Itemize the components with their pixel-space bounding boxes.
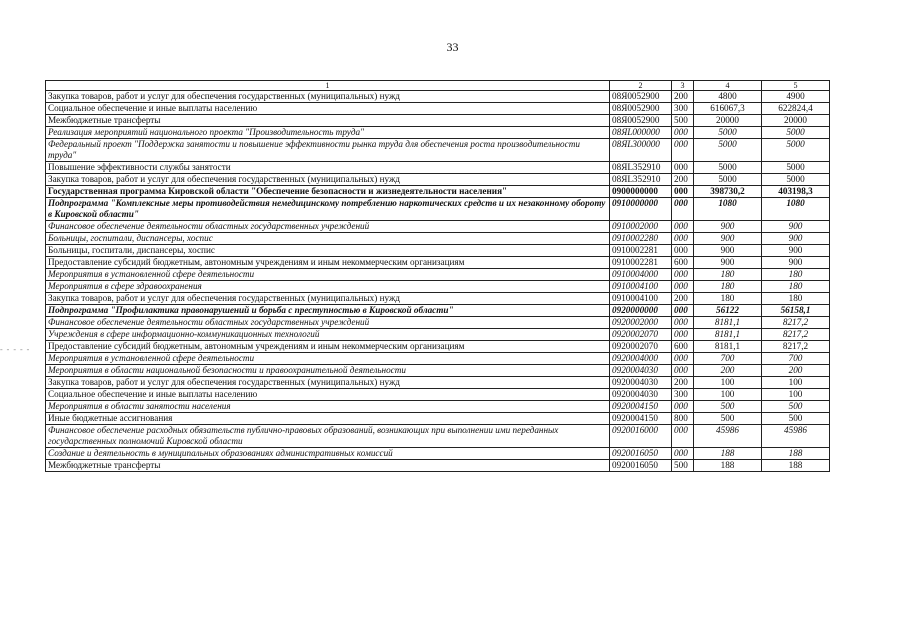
table-row — [46, 257, 830, 269]
row-code-cell: 08Я0052900 — [610, 115, 672, 127]
row-value-2019-cell: 200 — [694, 365, 762, 377]
row-name-cell: Мероприятия в установленной сфере деятельности — [46, 269, 610, 281]
budget-table — [45, 80, 830, 472]
table-row — [46, 341, 830, 353]
row-name-cell: Закупка товаров, работ и услуг для обеспечения государственных (муниципальных) нужд — [46, 377, 610, 389]
row-value-2020-cell: 5000 — [762, 139, 830, 162]
margin-mark: - - - - - — [0, 345, 31, 354]
row-code-cell: 0910002280 — [610, 233, 672, 245]
row-value-2020-cell: 1080 — [762, 198, 830, 221]
row-value-2020-cell: 100 — [762, 377, 830, 389]
row-value-2020-cell: 100 — [762, 389, 830, 401]
row-value-2019-cell: 188 — [694, 448, 762, 460]
row-name-cell: Предоставление субсидий бюджетным, автономным учреждениям и иным некоммерческим организациям — [46, 257, 610, 269]
row-value-2019-cell: 1080 — [694, 198, 762, 221]
row-value-2019-cell: 8181,1 — [694, 317, 762, 329]
table-row — [46, 233, 830, 245]
row-code-cell: 0910002000 — [610, 221, 672, 233]
row-vr-cell: 000 — [672, 329, 694, 341]
row-name-cell: Мероприятия в установленной сфере деятельности — [46, 353, 610, 365]
row-code-cell: 0920002070 — [610, 329, 672, 341]
row-name-cell: Иные бюджетные ассигнования — [46, 413, 610, 425]
row-name-cell: Финансовое обеспечение деятельности областных государственных учреждений — [46, 221, 610, 233]
table-row — [46, 389, 830, 401]
row-code-cell: 0920004030 — [610, 377, 672, 389]
row-value-2020-cell: 5000 — [762, 162, 830, 174]
row-value-2019-cell: 5000 — [694, 127, 762, 139]
row-vr-cell: 500 — [672, 115, 694, 127]
table-row — [46, 329, 830, 341]
row-value-2019-cell: 100 — [694, 377, 762, 389]
row-name-cell: Больницы, госпитали, диспансеры, хоспис — [46, 245, 610, 257]
table-row — [46, 245, 830, 257]
row-code-cell: 08Я0052900 — [610, 103, 672, 115]
row-value-2020-cell: 180 — [762, 269, 830, 281]
row-code-cell: 0920004000 — [610, 353, 672, 365]
row-name-cell: Мероприятия в области национальной безопасности и правоохранительной деятельности — [46, 365, 610, 377]
row-vr-cell: 000 — [672, 317, 694, 329]
header-cell-5: 5 — [762, 81, 830, 91]
table-row — [46, 269, 830, 281]
row-value-2020-cell: 500 — [762, 413, 830, 425]
row-value-2019-cell: 616067,3 — [694, 103, 762, 115]
row-value-2020-cell: 500 — [762, 401, 830, 413]
row-name-cell: Социальное обеспечение и иные выплаты населению — [46, 103, 610, 115]
row-value-2020-cell: 900 — [762, 245, 830, 257]
row-code-cell: 0910004000 — [610, 269, 672, 281]
row-value-2019-cell: 900 — [694, 245, 762, 257]
row-value-2019-cell: 4800 — [694, 91, 762, 103]
row-value-2019-cell: 700 — [694, 353, 762, 365]
table-row — [46, 425, 830, 448]
row-value-2019-cell: 500 — [694, 401, 762, 413]
row-code-cell: 0910000000 — [610, 198, 672, 221]
row-vr-cell: 500 — [672, 460, 694, 472]
row-name-cell: Больницы, госпитали, диспансеры, хоспис — [46, 233, 610, 245]
row-name-cell: Мероприятия в области занятости населения — [46, 401, 610, 413]
row-name-cell: Учреждения в сфере информационно-коммуникационных технологий — [46, 329, 610, 341]
row-value-2019-cell: 188 — [694, 460, 762, 472]
row-name-cell: Предоставление субсидий бюджетным, автономным учреждениям и иным некоммерческим организациям — [46, 341, 610, 353]
header-cell-4: 4 — [694, 81, 762, 91]
row-value-2019-cell: 180 — [694, 269, 762, 281]
row-name-cell: Межбюджетные трансферты — [46, 115, 610, 127]
row-code-cell: 0920004150 — [610, 413, 672, 425]
row-code-cell: 08ЯL300000 — [610, 139, 672, 162]
row-name-cell: Федеральный проект "Поддержка занятости и повышение эффективности рынка труда для обеспечения роста производительности труда" — [46, 139, 610, 162]
table-row — [46, 127, 830, 139]
row-value-2020-cell: 20000 — [762, 115, 830, 127]
table-row — [46, 305, 830, 317]
row-name-cell: Государственная программа Кировской области "Обеспечение безопасности и жизнедеятельности населения" — [46, 186, 610, 198]
table-row — [46, 186, 830, 198]
table-row — [46, 91, 830, 103]
row-vr-cell: 800 — [672, 413, 694, 425]
table-row — [46, 448, 830, 460]
row-code-cell: 0910002281 — [610, 245, 672, 257]
row-value-2019-cell: 5000 — [694, 139, 762, 162]
row-value-2019-cell: 45986 — [694, 425, 762, 448]
row-code-cell: 0910002281 — [610, 257, 672, 269]
header-cell-2: 2 — [610, 81, 672, 91]
row-value-2020-cell: 900 — [762, 257, 830, 269]
table-row — [46, 198, 830, 221]
row-name-cell: Подпрограмма "Профилактика правонарушений и борьба с преступностью в Кировской области" — [46, 305, 610, 317]
row-name-cell: Подпрограмма "Комплексные меры противодействия немедицинскому потреблению наркотических средств и их незаконному обороту в Кировской области" — [46, 198, 610, 221]
row-vr-cell: 000 — [672, 127, 694, 139]
row-value-2020-cell: 188 — [762, 448, 830, 460]
row-vr-cell: 000 — [672, 281, 694, 293]
table-header-row — [46, 81, 830, 91]
table-row — [46, 365, 830, 377]
row-vr-cell: 000 — [672, 221, 694, 233]
table-row — [46, 401, 830, 413]
row-vr-cell: 600 — [672, 341, 694, 353]
row-value-2020-cell: 900 — [762, 233, 830, 245]
table-row — [46, 281, 830, 293]
row-vr-cell: 200 — [672, 91, 694, 103]
row-code-cell: 0910004100 — [610, 293, 672, 305]
budget-table-body — [46, 81, 830, 472]
row-code-cell: 0920004030 — [610, 365, 672, 377]
row-value-2019-cell: 8181,1 — [694, 341, 762, 353]
row-name-cell: Мероприятия в сфере здравоохранения — [46, 281, 610, 293]
row-value-2019-cell: 900 — [694, 257, 762, 269]
row-vr-cell: 300 — [672, 103, 694, 115]
header-cell-3: 3 — [672, 81, 694, 91]
row-value-2020-cell: 188 — [762, 460, 830, 472]
row-value-2019-cell: 180 — [694, 281, 762, 293]
row-vr-cell: 000 — [672, 269, 694, 281]
row-vr-cell: 300 — [672, 389, 694, 401]
row-value-2020-cell: 900 — [762, 221, 830, 233]
row-code-cell: 0920000000 — [610, 305, 672, 317]
row-value-2020-cell: 8217,2 — [762, 341, 830, 353]
row-vr-cell: 000 — [672, 162, 694, 174]
row-vr-cell: 000 — [672, 245, 694, 257]
row-vr-cell: 000 — [672, 186, 694, 198]
row-value-2020-cell: 403198,3 — [762, 186, 830, 198]
row-value-2020-cell: 180 — [762, 281, 830, 293]
row-value-2019-cell: 398730,2 — [694, 186, 762, 198]
table-row — [46, 174, 830, 186]
row-vr-cell: 000 — [672, 425, 694, 448]
row-vr-cell: 000 — [672, 448, 694, 460]
table-row — [46, 139, 830, 162]
row-value-2020-cell: 4900 — [762, 91, 830, 103]
row-code-cell: 0900000000 — [610, 186, 672, 198]
row-vr-cell: 200 — [672, 377, 694, 389]
row-code-cell: 0920016050 — [610, 460, 672, 472]
row-value-2020-cell: 8217,2 — [762, 329, 830, 341]
row-value-2019-cell: 56122 — [694, 305, 762, 317]
row-code-cell: 08ЯL000000 — [610, 127, 672, 139]
row-vr-cell: 200 — [672, 293, 694, 305]
row-name-cell: Финансовое обеспечение расходных обязательств публично-правовых образований, возникающих при выполнении ими переданных государственных полномочий Кировской области — [46, 425, 610, 448]
row-value-2020-cell: 5000 — [762, 174, 830, 186]
row-name-cell: Межбюджетные трансферты — [46, 460, 610, 472]
row-name-cell: Финансовое обеспечение деятельности областных государственных учреждений — [46, 317, 610, 329]
table-row — [46, 413, 830, 425]
row-vr-cell: 000 — [672, 365, 694, 377]
row-value-2019-cell: 180 — [694, 293, 762, 305]
row-vr-cell: 000 — [672, 139, 694, 162]
row-code-cell: 0920004030 — [610, 389, 672, 401]
row-value-2020-cell: 5000 — [762, 127, 830, 139]
table-row — [46, 377, 830, 389]
row-name-cell: Реализация мероприятий национального проекта "Производительность труда" — [46, 127, 610, 139]
row-code-cell: 0920002070 — [610, 341, 672, 353]
row-value-2019-cell: 5000 — [694, 162, 762, 174]
table-row — [46, 353, 830, 365]
row-vr-cell: 000 — [672, 353, 694, 365]
table-row — [46, 293, 830, 305]
table-row — [46, 317, 830, 329]
header-cell-1: 1 — [46, 81, 610, 91]
row-code-cell: 0920004150 — [610, 401, 672, 413]
row-code-cell: 08Я0052900 — [610, 91, 672, 103]
table-row — [46, 115, 830, 127]
row-name-cell: Закупка товаров, работ и услуг для обеспечения государственных (муниципальных) нужд — [46, 91, 610, 103]
row-code-cell: 0920016000 — [610, 425, 672, 448]
row-value-2020-cell: 45986 — [762, 425, 830, 448]
table-row — [46, 162, 830, 174]
row-name-cell: Создание и деятельность в муниципальных образованиях административных комиссий — [46, 448, 610, 460]
table-row — [46, 460, 830, 472]
page-number: 33 — [446, 40, 459, 54]
row-code-cell: 08ЯL352910 — [610, 162, 672, 174]
row-value-2020-cell: 700 — [762, 353, 830, 365]
row-name-cell: Закупка товаров, работ и услуг для обеспечения государственных (муниципальных) нужд — [46, 174, 610, 186]
row-value-2019-cell: 8181,1 — [694, 329, 762, 341]
row-vr-cell: 000 — [672, 198, 694, 221]
row-vr-cell: 000 — [672, 305, 694, 317]
row-value-2019-cell: 5000 — [694, 174, 762, 186]
row-code-cell: 0920002000 — [610, 317, 672, 329]
row-name-cell: Социальное обеспечение и иные выплаты населению — [46, 389, 610, 401]
row-code-cell: 08ЯL352910 — [610, 174, 672, 186]
table-row — [46, 103, 830, 115]
row-value-2020-cell: 180 — [762, 293, 830, 305]
row-value-2019-cell: 500 — [694, 413, 762, 425]
row-value-2020-cell: 200 — [762, 365, 830, 377]
row-vr-cell: 000 — [672, 233, 694, 245]
row-code-cell: 0920016050 — [610, 448, 672, 460]
row-name-cell: Закупка товаров, работ и услуг для обеспечения государственных (муниципальных) нужд — [46, 293, 610, 305]
row-value-2019-cell: 100 — [694, 389, 762, 401]
row-name-cell: Повышение эффективности службы занятости — [46, 162, 610, 174]
row-value-2020-cell: 8217,2 — [762, 317, 830, 329]
table-row — [46, 221, 830, 233]
row-value-2020-cell: 56158,1 — [762, 305, 830, 317]
row-value-2019-cell: 900 — [694, 221, 762, 233]
row-value-2020-cell: 622824,4 — [762, 103, 830, 115]
row-vr-cell: 200 — [672, 174, 694, 186]
row-value-2019-cell: 900 — [694, 233, 762, 245]
row-code-cell: 0910004100 — [610, 281, 672, 293]
row-value-2019-cell: 20000 — [694, 115, 762, 127]
row-vr-cell: 600 — [672, 257, 694, 269]
row-vr-cell: 000 — [672, 401, 694, 413]
